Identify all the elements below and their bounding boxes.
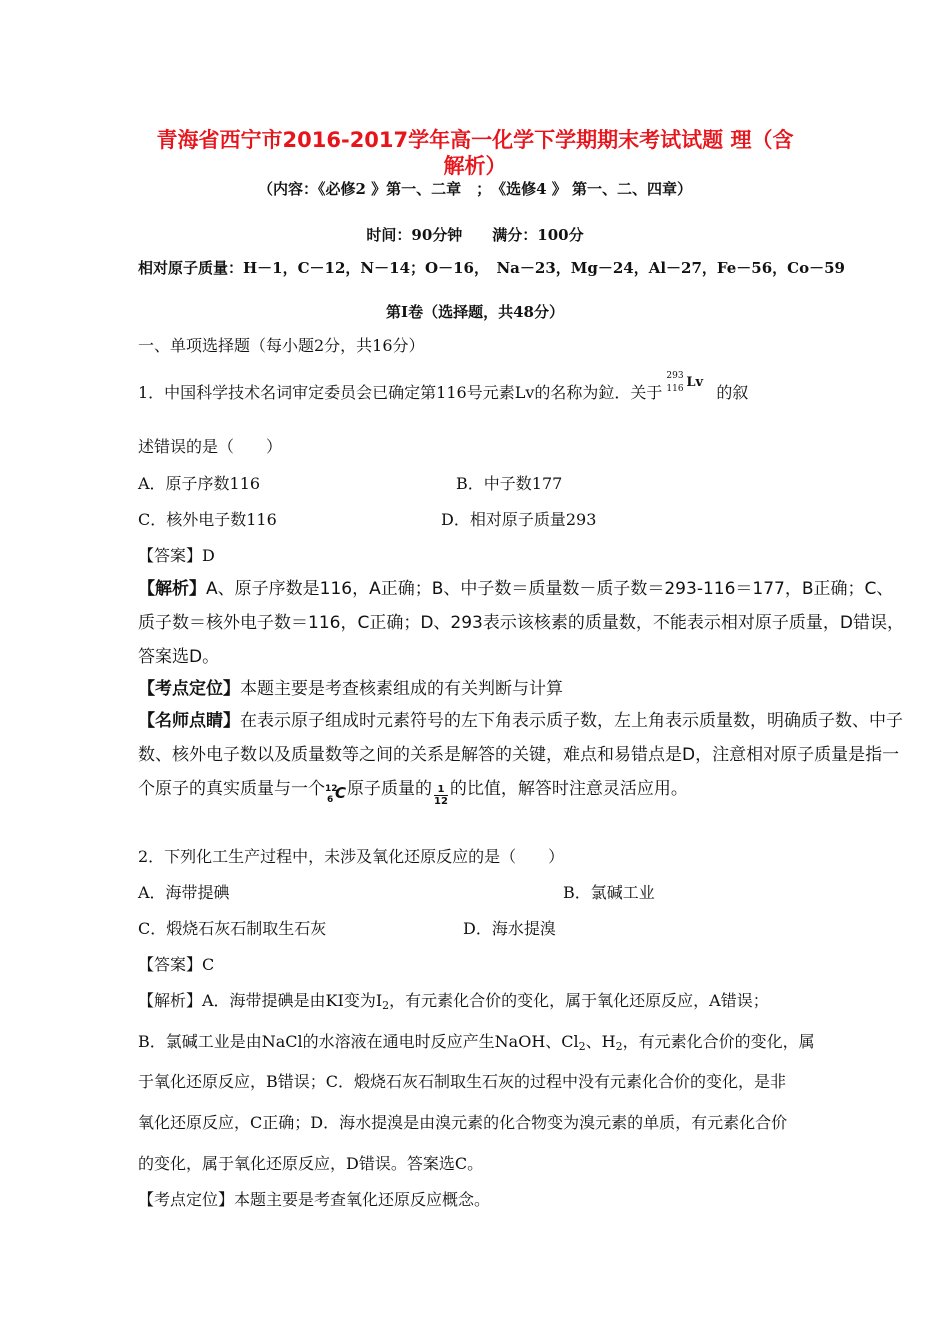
q2-answer	[138, 952, 214, 975]
mingshi-label: 【名师点睛】	[138, 711, 240, 731]
q2-stem: 2．下列化工生产过程中，未涉及氧化还原反应的是（ ）	[138, 847, 565, 866]
fraction-numerator: 1	[434, 784, 448, 796]
q1-stem-tail: 的叙	[716, 383, 749, 402]
section-heading: 一、单项选择题（每小题2分，共16分）	[138, 336, 425, 355]
one-twelfth-fraction	[434, 784, 448, 807]
time-and-score: 时间：90分钟 满分：100分	[366, 226, 584, 244]
c12-mass-number: 12	[325, 784, 338, 794]
q1-answer	[138, 543, 215, 566]
q1-kaodian	[138, 672, 910, 706]
mingshi-text-end: 的比值，解答时注意灵活应用。	[449, 779, 688, 799]
answer-value: C	[202, 955, 215, 974]
document-title-line2: 解析）	[443, 154, 507, 178]
relative-atomic-masses: 相对原子质量：H－1，C－12，N－14；O－16， Na－23，Mg－24，Al－27，Fe－56，Co－59	[138, 259, 845, 277]
q2-analysis-text: 、H	[585, 1032, 616, 1051]
q2-option-a: A．海带提碘	[138, 883, 230, 902]
q2-analysis-line2	[138, 1029, 815, 1053]
answer-label: 【答案】	[138, 955, 203, 974]
analysis-text: A、原子序数是116，A正确；B、中子数＝质量数－质子数＝293-116＝177，B正确；C、质子数＝核外电子数＝116，C正确；D、293表示该核素的质量数，不能表示相对原子质量，D错误，答案选D。	[138, 579, 904, 667]
subscript: 2	[578, 1040, 586, 1053]
q1-option-a: A．原子序数116	[138, 474, 261, 493]
content-scope-note: （内容：《必修2 》第一、二章 ； 《选修4 》 第一、二、四章）	[257, 180, 693, 198]
q1-analysis	[138, 572, 910, 674]
q2-option-d: D．海水提溴	[463, 919, 556, 938]
nuclide-symbol: Lv	[686, 375, 704, 390]
fraction-denominator: 12	[434, 796, 448, 807]
nuclide-lv-293	[666, 371, 712, 404]
q1-stem	[138, 371, 749, 404]
carbon-12-nuclide	[325, 776, 347, 805]
kaodian-label: 【考点定位】	[138, 679, 240, 699]
q2-analysis-line1	[138, 988, 769, 1012]
analysis-label: 【解析】	[138, 579, 206, 599]
q2-analysis-line3: 于氧化还原反应，B错误；C．煅烧石灰石制取生石灰的过程中没有元素化合价的变化，是非	[138, 1072, 787, 1091]
q2-analysis-text: ，有元素化合价的变化，属于氧化还原反应，A错误；	[389, 991, 769, 1010]
subscript: 2	[615, 1040, 623, 1053]
mingshi-text: 在表示原子组成时元素符号的左下角表示质子数，左上角表示质量数，明确质子数、中子数、核外电子数以及质量数等之间的关系是解答的关键，难点和易错点是D，注意相对原子质量是指一个原子的真实质量与一个	[138, 711, 903, 799]
document-title-line1: 青海省西宁市2016-2017学年高一化学下学期期末考试试题 理（含	[156, 128, 794, 152]
answer-label: 【答案】	[138, 546, 203, 565]
q1-option-c: C．核外电子数116	[138, 510, 277, 529]
c12-atomic-number: 6	[327, 795, 334, 805]
q2-analysis-text: B．氯碱工业是由NaCl的水溶液在通电时反应产生NaOH、Cl	[138, 1032, 579, 1051]
kaodian-text: 本题主要是考查核素组成的有关判断与计算	[240, 679, 563, 699]
nuclide-atomic-number: 116	[666, 384, 684, 394]
subscript: 2	[382, 999, 390, 1012]
nuclide-mass-number: 293	[666, 371, 684, 381]
q1-mingshi	[138, 704, 910, 807]
q2-analysis-line4: 氧化还原反应，C正确；D．海水提溴是由溴元素的化合物变为溴元素的单质，有元素化合价	[138, 1113, 788, 1132]
q2-option-c: C．煅烧石灰石制取生石灰	[138, 919, 327, 938]
q1-option-d: D．相对原子质量293	[441, 510, 597, 529]
q1-stem-text: 1．中国科学技术名词审定委员会已确定第116号元素Lv的名称为鉝．关于	[138, 383, 663, 402]
q1-stem-line2: 述错误的是（ ）	[138, 437, 283, 456]
q1-option-b: B．中子数177	[456, 474, 563, 493]
q2-analysis-text: ，有元素化合价的变化，属	[622, 1032, 815, 1051]
q2-option-b: B．氯碱工业	[563, 883, 655, 902]
volume-heading: 第Ⅰ卷（选择题，共48分）	[386, 303, 564, 321]
q2-kaodian: 【考点定位】本题主要是考查氧化还原反应概念。	[138, 1190, 491, 1209]
q2-analysis-text: 【解析】A．海带提碘是由KI变为I	[138, 991, 383, 1010]
q2-analysis-line5: 的变化，属于氧化还原反应，D错误。答案选C。	[138, 1154, 484, 1173]
answer-value: D	[202, 546, 215, 565]
c12-symbol: C	[335, 784, 347, 802]
mingshi-text-mid: 原子质量的	[347, 779, 432, 799]
